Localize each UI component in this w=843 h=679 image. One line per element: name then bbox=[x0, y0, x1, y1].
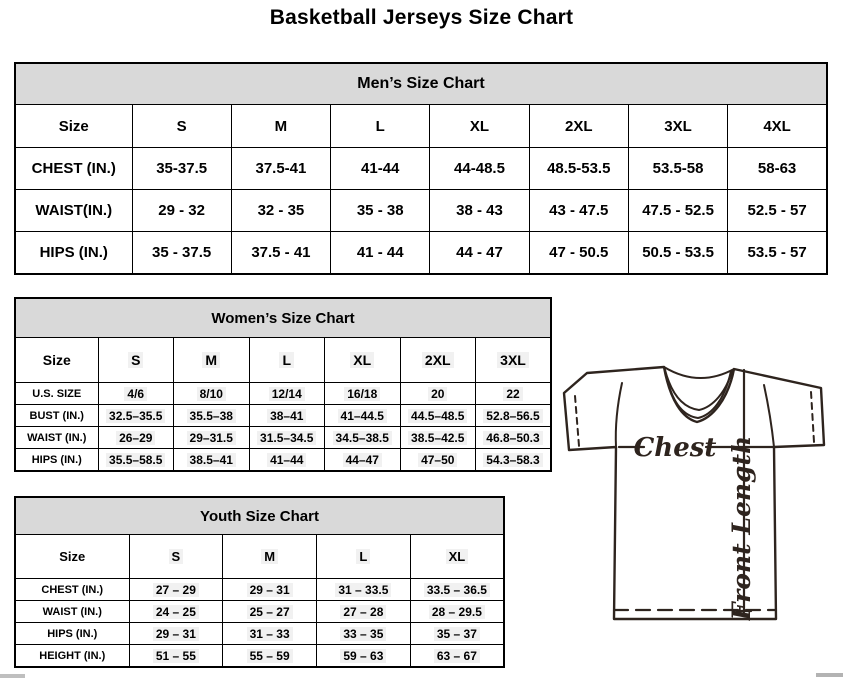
cell-text: M bbox=[202, 352, 220, 368]
cell-text: 27 – 29 bbox=[153, 583, 199, 597]
cell-text: 20 bbox=[428, 387, 447, 401]
cell-text: L bbox=[279, 352, 294, 368]
mens-chart-title: Men’s Size Chart bbox=[15, 63, 827, 105]
value-cell bbox=[400, 383, 476, 405]
horizontal-scrollbar-fragment-left[interactable] bbox=[0, 674, 25, 678]
cell-text: 16/18 bbox=[344, 387, 380, 401]
value-cell bbox=[400, 449, 476, 472]
cell-text: M bbox=[261, 549, 278, 564]
value-cell: 35 - 37.5 bbox=[132, 232, 231, 275]
value-cell: 44 - 47 bbox=[430, 232, 529, 275]
column-header-cell bbox=[476, 338, 552, 383]
value-cell bbox=[174, 383, 250, 405]
cell-text: 46.8–50.3 bbox=[483, 431, 542, 445]
value-cell bbox=[476, 405, 552, 427]
youth-chart-title-row bbox=[15, 497, 504, 535]
cell-text: XL bbox=[446, 549, 469, 564]
column-header-cell bbox=[410, 535, 504, 579]
value-cell: 53.5 - 57 bbox=[728, 232, 827, 275]
youth-size-header-row bbox=[15, 535, 504, 579]
cell-text: 31 – 33.5 bbox=[335, 583, 391, 597]
value-cell bbox=[325, 427, 401, 449]
row-label-cell: HEIGHT (IN.) bbox=[15, 645, 129, 668]
cell-text: 2XL bbox=[422, 352, 454, 368]
horizontal-scrollbar-fragment-right[interactable] bbox=[816, 673, 843, 677]
cell-text: 35.5–38 bbox=[187, 409, 236, 423]
mens-size-chart-table bbox=[14, 62, 828, 275]
cell-text: 35.5–58.5 bbox=[106, 453, 165, 467]
value-cell bbox=[249, 405, 325, 427]
womens-size-chart-table bbox=[14, 297, 552, 472]
cell-text: 33 – 35 bbox=[340, 627, 386, 641]
cell-text: 26–29 bbox=[116, 431, 155, 445]
mens-hips-row bbox=[15, 232, 827, 275]
cell-text: 41–44.5 bbox=[338, 409, 387, 423]
cell-text: S bbox=[128, 352, 143, 368]
cell-text: 63 – 67 bbox=[434, 649, 480, 663]
row-label-cell: BUST (IN.) bbox=[15, 405, 98, 427]
value-cell bbox=[98, 427, 174, 449]
cell-text: 29 – 31 bbox=[247, 583, 293, 597]
row-label-cell: WAIST(IN.) bbox=[15, 190, 132, 232]
cell-text: L bbox=[356, 549, 370, 564]
cell-text: 29–31.5 bbox=[187, 431, 236, 445]
value-cell: 53.5-58 bbox=[628, 148, 727, 190]
cell-text: 3XL bbox=[497, 352, 529, 368]
column-header-cell: 4XL bbox=[728, 105, 827, 148]
value-cell bbox=[174, 427, 250, 449]
cell-text: 38–41 bbox=[267, 409, 306, 423]
column-header-cell bbox=[249, 338, 325, 383]
cell-text: 22 bbox=[503, 387, 522, 401]
value-cell bbox=[410, 601, 504, 623]
column-header-cell: L bbox=[331, 105, 430, 148]
cell-text: 38.5–42.5 bbox=[408, 431, 467, 445]
value-cell bbox=[223, 623, 317, 645]
cell-text: 52.8–56.5 bbox=[483, 409, 542, 423]
value-cell: 29 - 32 bbox=[132, 190, 231, 232]
column-header-cell bbox=[129, 535, 223, 579]
cell-text: 44–47 bbox=[343, 453, 382, 467]
womens-hips-row bbox=[15, 449, 551, 472]
cell-text: 24 – 25 bbox=[153, 605, 199, 619]
womens-chart-title: Women’s Size Chart bbox=[15, 298, 551, 338]
value-cell: 32 - 35 bbox=[231, 190, 330, 232]
value-cell bbox=[317, 645, 411, 668]
mens-chart-title-row bbox=[15, 63, 827, 105]
cell-text: 41–44 bbox=[267, 453, 306, 467]
value-cell bbox=[410, 623, 504, 645]
value-cell bbox=[325, 405, 401, 427]
chest-measurement-label: Chest bbox=[633, 433, 717, 463]
jersey-measurement-diagram bbox=[560, 360, 842, 626]
cell-text: 44.5–48.5 bbox=[408, 409, 467, 423]
cell-text: 29 – 31 bbox=[153, 627, 199, 641]
cell-text: 59 – 63 bbox=[340, 649, 386, 663]
column-header-cell bbox=[325, 338, 401, 383]
womens-waist-row bbox=[15, 427, 551, 449]
womens-chart-title-row bbox=[15, 298, 551, 338]
womens-size-header-row bbox=[15, 338, 551, 383]
value-cell bbox=[410, 579, 504, 601]
jersey-diagram-icon bbox=[560, 360, 842, 626]
value-cell: 58-63 bbox=[728, 148, 827, 190]
value-cell: 37.5-41 bbox=[231, 148, 330, 190]
column-header-cell bbox=[400, 338, 476, 383]
youth-hips-row bbox=[15, 623, 504, 645]
cell-text: 32.5–35.5 bbox=[106, 409, 165, 423]
value-cell bbox=[317, 623, 411, 645]
column-header-cell: M bbox=[231, 105, 330, 148]
cell-text: 55 – 59 bbox=[247, 649, 293, 663]
cell-text: 33.5 – 36.5 bbox=[424, 583, 490, 597]
row-label-cell: CHEST (IN.) bbox=[15, 148, 132, 190]
value-cell: 48.5-53.5 bbox=[529, 148, 628, 190]
value-cell: 47 - 50.5 bbox=[529, 232, 628, 275]
value-cell: 41-44 bbox=[331, 148, 430, 190]
value-cell bbox=[129, 579, 223, 601]
column-header-cell bbox=[98, 338, 174, 383]
column-header-cell: XL bbox=[430, 105, 529, 148]
womens-us-size-row bbox=[15, 383, 551, 405]
value-cell bbox=[400, 427, 476, 449]
cell-text: XL bbox=[350, 352, 374, 368]
value-cell: 38 - 43 bbox=[430, 190, 529, 232]
cell-text: 51 – 55 bbox=[153, 649, 199, 663]
mens-chest-row bbox=[15, 148, 827, 190]
row-label-cell: U.S. SIZE bbox=[15, 383, 98, 405]
value-cell bbox=[249, 449, 325, 472]
column-header-cell bbox=[223, 535, 317, 579]
front-length-measurement-label: Front Length bbox=[727, 435, 756, 621]
column-header-cell: 3XL bbox=[628, 105, 727, 148]
value-cell: 41 - 44 bbox=[331, 232, 430, 275]
column-header-cell bbox=[317, 535, 411, 579]
cell-text: 31 – 33 bbox=[247, 627, 293, 641]
mens-size-header-row bbox=[15, 105, 827, 148]
cell-text: 28 – 29.5 bbox=[429, 605, 485, 619]
youth-waist-row bbox=[15, 601, 504, 623]
value-cell bbox=[476, 449, 552, 472]
value-cell: 44-48.5 bbox=[430, 148, 529, 190]
value-cell bbox=[223, 579, 317, 601]
youth-chart-title: Youth Size Chart bbox=[15, 497, 504, 535]
column-header-cell: Size bbox=[15, 338, 98, 383]
mens-waist-row bbox=[15, 190, 827, 232]
cell-text: 25 – 27 bbox=[247, 605, 293, 619]
value-cell bbox=[129, 623, 223, 645]
value-cell bbox=[317, 579, 411, 601]
column-header-cell bbox=[174, 338, 250, 383]
value-cell bbox=[249, 427, 325, 449]
youth-height-row bbox=[15, 645, 504, 668]
womens-bust-row bbox=[15, 405, 551, 427]
row-label-cell: HIPS (IN.) bbox=[15, 449, 98, 472]
value-cell: 43 - 47.5 bbox=[529, 190, 628, 232]
column-header-cell: Size bbox=[15, 535, 129, 579]
value-cell: 52.5 - 57 bbox=[728, 190, 827, 232]
value-cell: 37.5 - 41 bbox=[231, 232, 330, 275]
value-cell: 35-37.5 bbox=[132, 148, 231, 190]
value-cell bbox=[223, 601, 317, 623]
value-cell: 47.5 - 52.5 bbox=[628, 190, 727, 232]
cell-text: 47–50 bbox=[418, 453, 457, 467]
value-cell bbox=[98, 405, 174, 427]
row-label-cell: HIPS (IN.) bbox=[15, 232, 132, 275]
value-cell: 35 - 38 bbox=[331, 190, 430, 232]
cell-text: 34.5–38.5 bbox=[333, 431, 392, 445]
value-cell bbox=[98, 383, 174, 405]
cell-text: 35 – 37 bbox=[434, 627, 480, 641]
page-title: Basketball Jerseys Size Chart bbox=[269, 6, 574, 29]
value-cell bbox=[325, 383, 401, 405]
cell-text: 54.3–58.3 bbox=[483, 453, 542, 467]
value-cell bbox=[129, 601, 223, 623]
cell-text: S bbox=[169, 549, 184, 564]
row-label-cell: WAIST (IN.) bbox=[15, 427, 98, 449]
value-cell bbox=[317, 601, 411, 623]
cell-text: 8/10 bbox=[197, 387, 226, 401]
youth-size-chart-table bbox=[14, 496, 505, 668]
cell-text: 12/14 bbox=[269, 387, 305, 401]
cell-text: 4/6 bbox=[124, 387, 147, 401]
column-header-cell: S bbox=[132, 105, 231, 148]
value-cell bbox=[410, 645, 504, 668]
value-cell bbox=[174, 449, 250, 472]
column-header-cell: 2XL bbox=[529, 105, 628, 148]
value-cell bbox=[400, 405, 476, 427]
row-label-cell: CHEST (IN.) bbox=[15, 579, 129, 601]
column-header-cell: Size bbox=[15, 105, 132, 148]
value-cell bbox=[129, 645, 223, 668]
row-label-cell: WAIST (IN.) bbox=[15, 601, 129, 623]
value-cell bbox=[476, 427, 552, 449]
cell-text: 38.5–41 bbox=[187, 453, 236, 467]
value-cell: 50.5 - 53.5 bbox=[628, 232, 727, 275]
cell-text: 31.5–34.5 bbox=[257, 431, 316, 445]
row-label-cell: HIPS (IN.) bbox=[15, 623, 129, 645]
value-cell bbox=[476, 383, 552, 405]
value-cell bbox=[249, 383, 325, 405]
value-cell bbox=[98, 449, 174, 472]
value-cell bbox=[174, 405, 250, 427]
youth-chest-row bbox=[15, 579, 504, 601]
cell-text: 27 – 28 bbox=[340, 605, 386, 619]
value-cell bbox=[325, 449, 401, 472]
value-cell bbox=[223, 645, 317, 668]
